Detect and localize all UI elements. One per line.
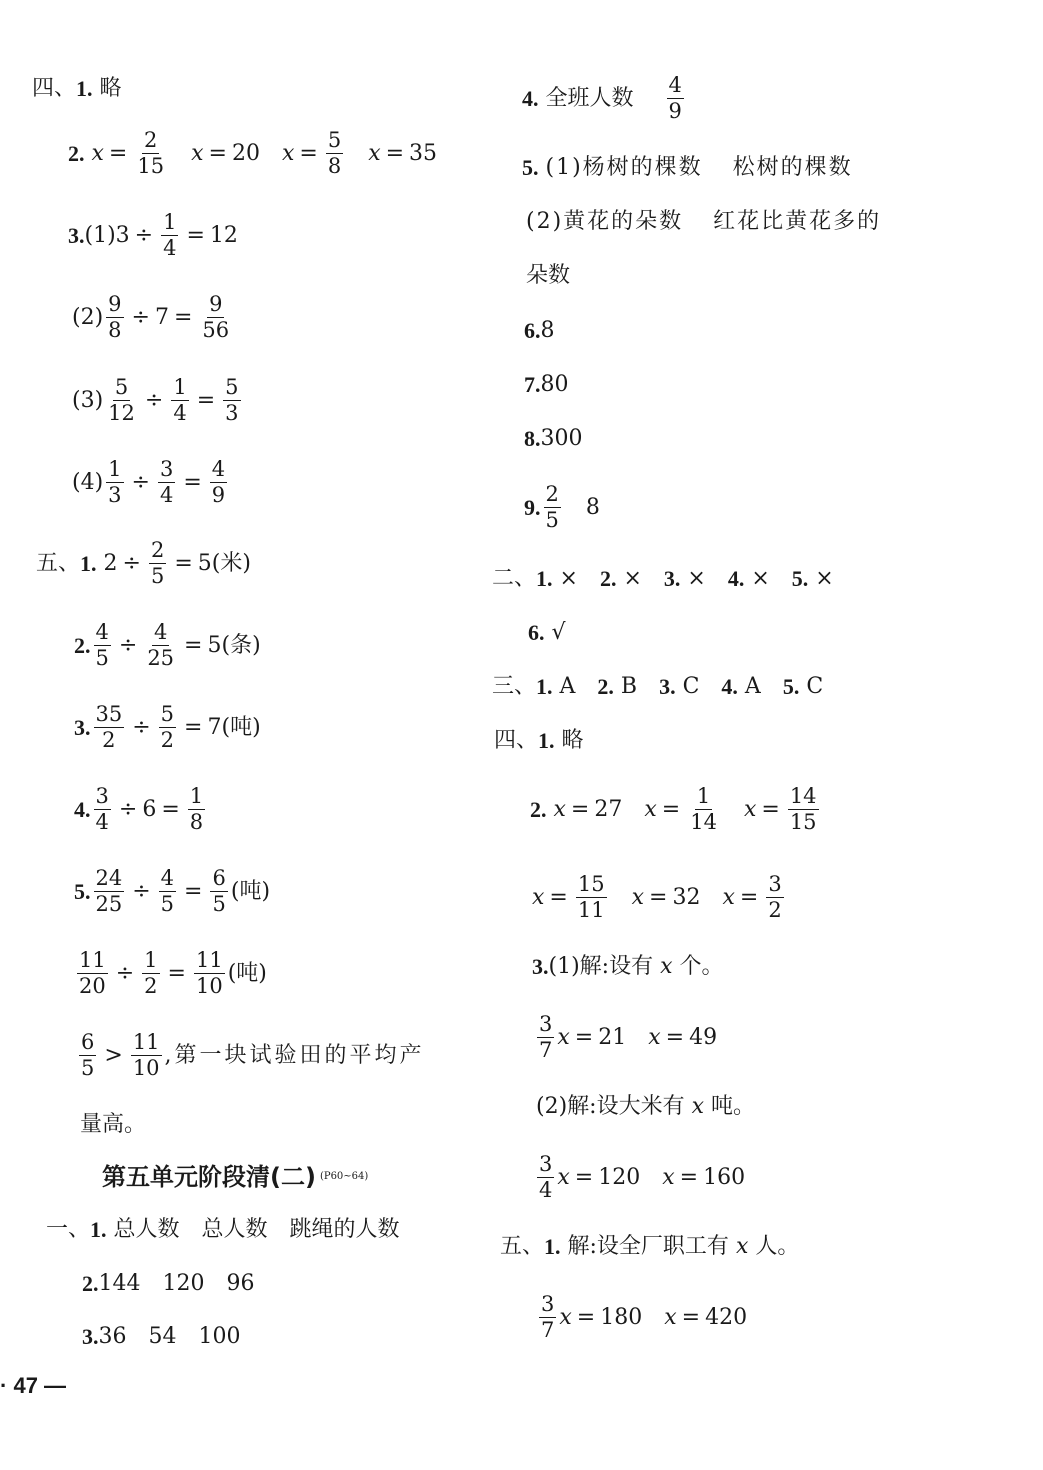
fraction: $\frac{9}{56}$ bbox=[202, 292, 230, 342]
fraction: $\frac{2}{15}$ bbox=[137, 128, 165, 178]
right-s2: 二、 1. × 2. × 3. × 4. × 5. × bbox=[492, 566, 834, 591]
right-5-2c: 朵数 bbox=[526, 263, 571, 288]
right-7: 7. 80 bbox=[524, 372, 569, 397]
fraction: $\frac{4}{5}$ bbox=[95, 620, 109, 670]
fraction: $\frac{15}{11}$ bbox=[577, 872, 605, 922]
right-4: 4. 全班人数 $\frac{4}{9}$ bbox=[522, 73, 682, 123]
fraction: $\frac{3}{4}$ bbox=[95, 784, 109, 834]
fraction: $\frac{2}{5}$ bbox=[545, 482, 559, 532]
right-s3: 三、 1. A 2. B 3. C 4. A 5. C bbox=[492, 674, 824, 699]
fraction: $\frac{3}{4}$ bbox=[539, 1152, 553, 1202]
right-s4-2b: x = $\frac{15}{11}$ x = 32 x = $\frac{3}{2}$ bbox=[532, 872, 782, 922]
fraction: $\frac{4}{5}$ bbox=[160, 866, 175, 916]
fraction: $\frac{1}{8}$ bbox=[189, 784, 204, 834]
left-s5-5: 5. $\frac{24}{25}$ ÷ $\frac{4}{5}$ = $\frac{6}{5}$ (吨) bbox=[74, 866, 271, 916]
fraction: $\frac{5}{12}$ bbox=[108, 375, 135, 425]
left-s5-3: 3. $\frac{35}{2}$ ÷ $\frac{5}{2}$ = 7 (吨) bbox=[74, 702, 261, 752]
fraction: $\frac{5}{8}$ bbox=[327, 128, 342, 178]
left-s4-3-1: 3. (1) 3 ÷ $\frac{1}{4}$ = 12 bbox=[68, 210, 238, 260]
fraction: $\frac{3}{7}$ bbox=[539, 1012, 553, 1062]
right-9: 9. $\frac{2}{5}$ 8 bbox=[524, 482, 600, 532]
right-s4-2a: 2. x = 27 x = $\frac{1}{14}$ x = $\frac{14}{15}$ bbox=[530, 784, 817, 834]
right-s5-1: 五、 1. 解:设全厂职工有 x 人。 bbox=[500, 1234, 800, 1259]
right-s4-3-2-eq: $\frac{3}{4}$ x = 120 x = 160 bbox=[539, 1152, 746, 1202]
fraction: $\frac{5}{2}$ bbox=[160, 702, 175, 752]
left-s4-3-3: (3) $\frac{5}{12}$ ÷ $\frac{1}{4}$ = $\frac{5}{3}$ bbox=[72, 375, 239, 425]
right-6: 6. 8 bbox=[524, 318, 555, 343]
fraction: $\frac{11}{10}$ bbox=[132, 1030, 160, 1080]
right-s4-3-2: (2)解:设大米有 x 吨。 bbox=[536, 1094, 756, 1119]
fraction: $\frac{2}{5}$ bbox=[150, 538, 165, 588]
left-s5-5b: $\frac{11}{20}$ ÷ $\frac{1}{2}$ = $\frac{11}{10}$ (吨) bbox=[79, 948, 267, 998]
fraction: $\frac{3}{4}$ bbox=[159, 457, 174, 507]
right-5-1: 5. (1)杨树的棵数 松树的棵数 bbox=[522, 155, 853, 180]
fraction: $\frac{3}{7}$ bbox=[541, 1292, 555, 1342]
right-5-2: (2)黄花的朵数 红花比黄花多的 bbox=[526, 209, 882, 234]
left-s1-1: 一、 1. 总人数 总人数 跳绳的人数 bbox=[46, 1217, 400, 1242]
fraction: $\frac{24}{25}$ bbox=[95, 866, 123, 916]
left-s4-1: 四、 1. 略 bbox=[32, 76, 122, 101]
fraction: $\frac{1}{4}$ bbox=[173, 375, 187, 425]
left-s1-2: 2. 144 120 96 bbox=[82, 1271, 255, 1296]
page-number: · 47 — bbox=[0, 1373, 67, 1398]
right-s4-3-1-eq: $\frac{3}{7}$ x = 21 x = 49 bbox=[539, 1012, 718, 1062]
left-s4-3-4: (4) $\frac{1}{3}$ ÷ $\frac{3}{4}$ = $\frac{4}{9}$ bbox=[72, 457, 226, 507]
fraction: $\frac{11}{10}$ bbox=[195, 948, 223, 998]
left-s5-4: 4. $\frac{3}{4}$ ÷ 6 = $\frac{1}{8}$ bbox=[74, 784, 204, 834]
fraction: $\frac{4}{25}$ bbox=[147, 620, 175, 670]
right-s5-1-eq: $\frac{3}{7}$ x = 180 x = 420 bbox=[541, 1292, 748, 1342]
fraction: $\frac{1}{3}$ bbox=[108, 457, 122, 507]
fraction: $\frac{5}{3}$ bbox=[225, 375, 239, 425]
right-s4-1: 四、 1. 略 bbox=[494, 728, 584, 753]
left-s1-3: 3. 36 54 100 bbox=[82, 1324, 241, 1349]
fraction: $\frac{1}{4}$ bbox=[163, 210, 177, 260]
fraction: $\frac{9}{8}$ bbox=[108, 292, 122, 342]
right-s2-6: 6. √ bbox=[528, 620, 566, 645]
fraction: $\frac{1}{2}$ bbox=[144, 948, 158, 998]
fraction: $\frac{4}{9}$ bbox=[668, 73, 682, 123]
right-8: 8. 300 bbox=[524, 426, 583, 451]
fraction: $\frac{1}{14}$ bbox=[690, 784, 717, 834]
left-s5-1: 五、 1. 2 ÷ $\frac{2}{5}$ = 5 (米) bbox=[36, 538, 251, 588]
right-s4-3-1: 3. (1)解:设有 x 个。 bbox=[532, 954, 724, 979]
left-compare-2: 量高。 bbox=[80, 1112, 147, 1137]
fraction: $\frac{3}{2}$ bbox=[768, 872, 782, 922]
fraction: $\frac{11}{20}$ bbox=[79, 948, 106, 998]
left-compare: $\frac{6}{5}$ > $\frac{11}{10}$ ,第一块试验田的平均产 bbox=[81, 1030, 425, 1080]
left-s4-2: 2. x = $\frac{2}{15}$ x = 20 x = $\frac{5}{8}$ x = 35 bbox=[68, 128, 438, 178]
fraction: $\frac{6}{5}$ bbox=[212, 866, 226, 916]
left-s5-2: 2. $\frac{4}{5}$ ÷ $\frac{4}{25}$ = 5 (条) bbox=[74, 620, 261, 670]
fraction: $\frac{4}{9}$ bbox=[211, 457, 226, 507]
left-s4-3-2: (2) $\frac{9}{8}$ ÷ 7 = $\frac{9}{56}$ bbox=[72, 292, 230, 342]
section-title: 第五单元阶段清(二) (P60~64) bbox=[102, 1163, 369, 1191]
fraction: $\frac{14}{15}$ bbox=[789, 784, 817, 834]
fraction: $\frac{6}{5}$ bbox=[81, 1030, 95, 1080]
fraction: $\frac{35}{2}$ bbox=[95, 702, 123, 752]
